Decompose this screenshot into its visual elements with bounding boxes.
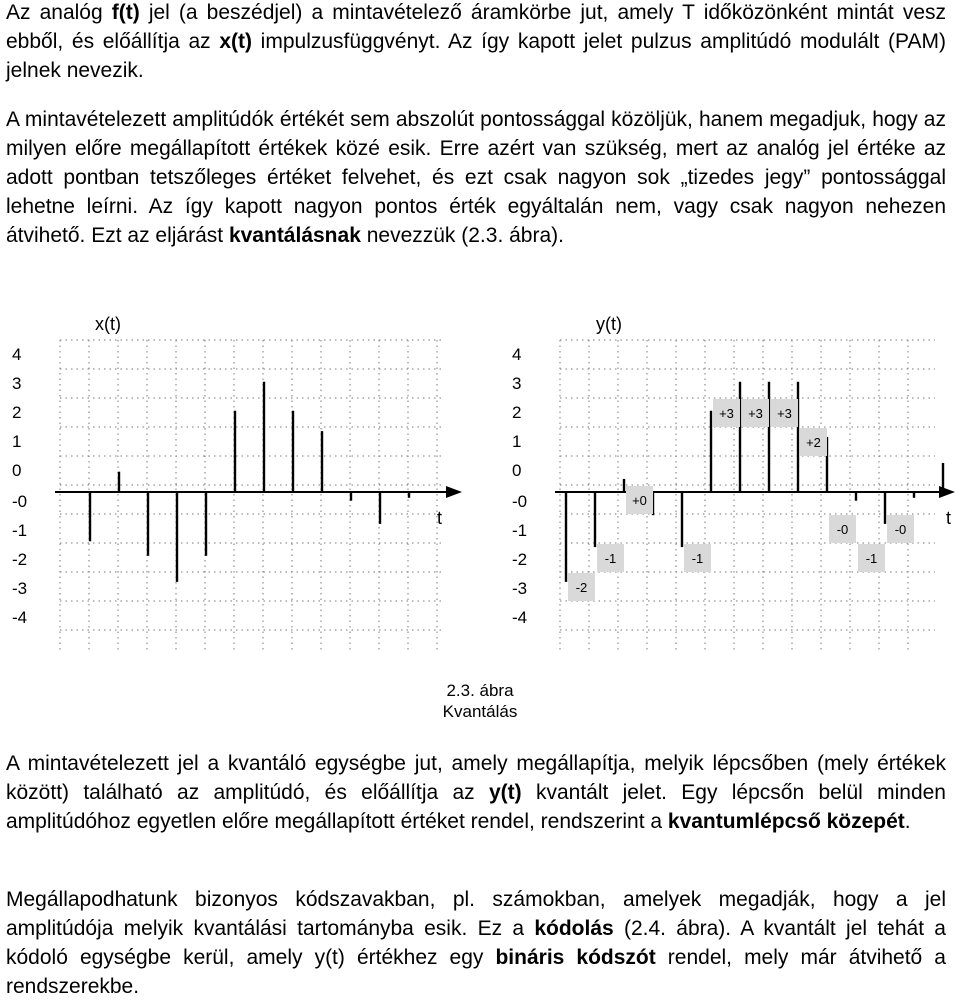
text-run: impulzusfüggvényt. Az így kapott jelet pulzus amplitúdó modulált (PAM) jelnek nevezik. (6, 30, 946, 82)
quantized-value-label: -2 (575, 580, 588, 595)
quantized-value-label: -0 (894, 522, 907, 537)
quantized-value-label: -1 (604, 551, 617, 566)
grid (60, 340, 935, 650)
level-tick-label: 1 (12, 432, 22, 451)
text-run: A mintavételezett amplitúdók értékét sem abszolút pontossággal közöljük, hanem megadjuk, hogy az milyen előre megállapított értékek közé esik. Erre azért van szükség, mert az analóg jel értéke az adott pontban tetszőleges értéket felvehet, és ezt csak nagyon sok „tizedes jegy” pontossággal lehetne leírni. Az így kapott nagyon pontos érték egyáltalán nem, vagy csak nagyon nehezen átvihető. Ezt az eljárást (6, 108, 946, 247)
plot-title: y(t) (596, 314, 622, 334)
level-tick-label: 2 (512, 403, 522, 422)
time-axis-arrow-icon (939, 486, 955, 498)
quantized-value-label: +3 (777, 406, 792, 421)
time-axes (55, 486, 955, 498)
level-tick-label: -1 (512, 521, 528, 540)
text-run: jel (a beszédjel) a mintavételező áramkörbe jut, amely T időközönként mintát vesz ebből, és előállítja az (6, 1, 946, 53)
figure-caption-title: Kvantálás (442, 702, 518, 721)
level-tick-label: -3 (512, 579, 528, 598)
bold-term: x(t) (219, 30, 252, 53)
level-tick-label: 1 (512, 432, 522, 451)
bold-term: bináris kódszót (495, 946, 656, 969)
quantizer-paragraph (6, 749, 946, 836)
quantized-value-label: -1 (865, 551, 878, 566)
quantized-value-label: -1 (691, 551, 704, 566)
quantized-value-label: -0 (836, 522, 849, 537)
time-axis-label: t (437, 508, 443, 528)
intro-paragraph (6, 0, 946, 85)
chart-labels (12, 314, 951, 627)
bold-term: f(t) (111, 1, 140, 24)
level-tick-label: -1 (12, 521, 28, 540)
level-tick-label: 4 (512, 345, 522, 364)
text-run: kvantált jelet. Egy lépcsőn belül minden amplitúdóhoz egyetlen előre megállapított értéket rendel, rendszerint a (6, 781, 946, 833)
level-tick-label: -0 (512, 492, 528, 511)
coding-paragraph (6, 885, 946, 1001)
quantization-paragraph (6, 105, 946, 250)
bold-term: kódolás (534, 917, 614, 940)
bold-term: kvantálásnak (228, 224, 361, 247)
level-tick-label: 3 (512, 374, 522, 393)
bold-term: kvantumlépcső közepét (667, 810, 905, 833)
bold-term: y(t) (488, 781, 522, 804)
quantized-value-label: +3 (719, 406, 734, 421)
time-axis-arrow-icon (446, 486, 462, 498)
quantized-value-label: +3 (748, 406, 763, 421)
time-axis-label: t (946, 508, 952, 528)
quantization-figure (0, 300, 960, 672)
level-tick-label: -4 (12, 608, 28, 627)
quantized-value-label: +2 (806, 435, 821, 450)
text-run: (2.4. ábra). A kvantált jel tehát a kódoló egységbe kerül, amely y(t) értékhez egy (6, 917, 946, 969)
level-tick-label: -2 (12, 550, 28, 569)
text-run: Megállapodhatunk bizonyos kódszavakban, pl. számokban, amelyek megadják, hogy a jel amplitúdója melyik kvantálási tartományba esik. Ez a (6, 888, 946, 940)
text-run: . (904, 810, 911, 833)
text-run: nevezzük (2.3. ábra). (360, 224, 564, 247)
level-tick-label: -0 (12, 492, 28, 511)
level-tick-label: 3 (12, 374, 22, 393)
figure-caption-number: 2.3. ábra (446, 681, 514, 700)
plot-title: x(t) (95, 314, 121, 334)
text-run: Az analóg (6, 1, 112, 24)
level-tick-label: 4 (12, 345, 22, 364)
level-tick-label: -2 (512, 550, 528, 569)
level-tick-label: 2 (12, 403, 22, 422)
level-tick-label: 0 (512, 461, 522, 480)
level-tick-label: 0 (12, 461, 22, 480)
text-run: A mintavételezett jel a kvantáló egységbe jut, amely megállapítja, melyik lépcsőben (mely értékek között) található az amplitúdó, és előállítja az (6, 752, 946, 804)
level-tick-label: -4 (512, 608, 528, 627)
text-run: rendel, mely már átvihető a rendszerekbe. (6, 946, 946, 998)
level-tick-label: -3 (12, 579, 28, 598)
quantized-value-label: +0 (632, 493, 647, 508)
